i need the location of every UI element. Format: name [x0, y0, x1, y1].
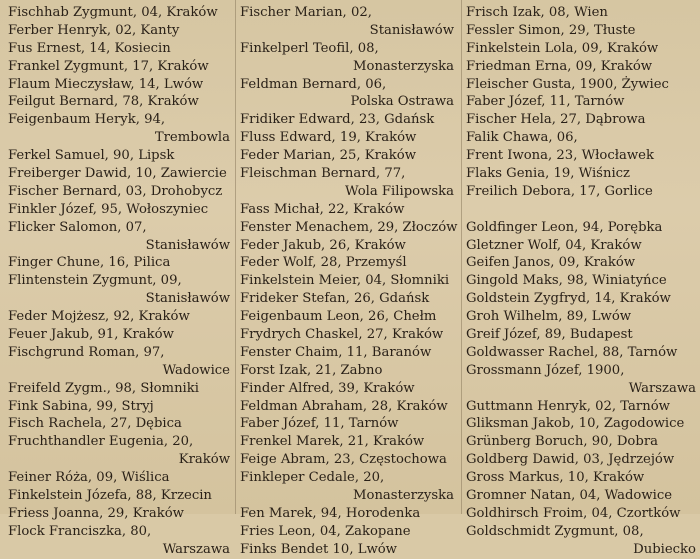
entry-line: Goldberg Dawid, 03, Jędrzejów [466, 452, 675, 468]
entry-line: Finkleper Cedale, 20, [240, 470, 385, 486]
entry-line: Finks Bendet 10, Lwów [240, 541, 397, 557]
entry-line: Goldstein Zygfryd, 14, Kraków [466, 291, 671, 307]
entry-line: Finkelstein Meier, 04, Słomniki [240, 273, 450, 289]
entry-line: Fleischman Bernard, 77, [240, 166, 406, 182]
entry-line: Freifeld Zygm., 98, Słomniki [8, 380, 199, 396]
entry-line: Wola Filipowska [345, 183, 454, 199]
entry-line: Friess Joanna, 29, Kraków [8, 505, 184, 521]
entry-line: Finkelperl Teofil, 08, [240, 40, 379, 56]
entry-line: Dubiecko [633, 541, 696, 557]
entry-line: Gliksman Jakob, 10, Zagodowice [466, 416, 685, 432]
entry-line: Warszawa [628, 380, 696, 396]
entry-line: Frent Iwona, 23, Włocławek [466, 148, 654, 164]
entry-line: Fenster Menachem, 29, Złoczów [240, 219, 458, 235]
entry-line: Friedman Erna, 09, Kraków [466, 58, 653, 74]
entry-line: Finkler Józef, 95, Wołoszyniec [8, 201, 209, 217]
entry-line: Flaum Mieczysław, 14, Lwów [8, 76, 204, 92]
entry-line: Fries Leon, 04, Zakopane [240, 523, 411, 539]
entry-line: Monasterzyska [353, 488, 454, 504]
entry-line: Faber Józef, 11, Tarnów [240, 416, 399, 432]
entry-line: Fus Ernest, 14, Kosiecin [8, 40, 171, 56]
entry-line: Fischer Marian, 02, [240, 5, 372, 20]
entry-line: Fischer Hela, 27, Dąbrowa [466, 112, 646, 128]
entry-line: Guttmann Henryk, 02, Tarnów [466, 398, 670, 414]
entry-line: Greif Józef, 89, Budapest [466, 327, 633, 343]
entry-line: Fischer Bernard, 03, Drohobycz [8, 183, 223, 199]
entry-line: Groh Wilhelm, 89, Lwów [466, 309, 632, 325]
entry-line: Flintenstein Zygmunt, 09, [8, 273, 182, 289]
entry-line: Falik Chawa, 06, [466, 130, 578, 146]
entry-line: Feiner Róża, 09, Wiślica [8, 470, 170, 486]
entry-line: Stanisławów [369, 22, 454, 38]
entry-line: Fisch Rachela, 27, Dębica [8, 416, 182, 432]
entry-line: Feder Mojżesz, 92, Kraków [8, 309, 190, 325]
entry-line: Forst Izak, 21, Zabno [240, 362, 383, 378]
entry-line: Fessler Simon, 29, Tłuste [466, 22, 636, 38]
entry-line: Feder Wolf, 28, Przemyśl [240, 255, 407, 271]
entry-line: Finkelstein Józefa, 88, Krzecin [8, 488, 212, 504]
entry-line [466, 201, 696, 219]
column-divider [235, 0, 236, 514]
entry-line: Finger Chune, 16, Pilica [8, 255, 171, 271]
entry-line: Frisch Izak, 08, Wien [466, 5, 608, 20]
column-1 [8, 4, 230, 559]
entry-line: Stanisławów [145, 237, 230, 253]
entry-line: Geifen Janos, 09, Kraków [466, 255, 636, 271]
entry-line: Flicker Salomon, 07, [8, 219, 147, 235]
entry-line: Monasterzyska [353, 58, 454, 74]
entry-line: Feige Abram, 23, Częstochowa [240, 452, 447, 468]
entry-line: Fleischer Gusta, 1900, Żywiec [466, 76, 669, 92]
entry-line: Gromner Natan, 04, Wadowice [466, 488, 673, 504]
entry-line: Feigenbaum Leon, 26, Chełm [240, 309, 437, 325]
column-divider [461, 0, 462, 514]
entry-line: Wadowice [162, 362, 230, 378]
entry-line: Fruchthandler Eugenia, 20, [8, 434, 194, 450]
entry-line: Fass Michał, 22, Kraków [240, 201, 405, 217]
entry-line: Feder Marian, 25, Kraków [240, 148, 417, 164]
entry-line: Finkelstein Lola, 09, Kraków [466, 40, 659, 56]
entry-line: Fink Sabina, 99, Stryj [8, 398, 154, 414]
entry-line: Freilich Debora, 17, Gorlice [466, 183, 653, 199]
entry-line: Feilgut Bernard, 78, Kraków [8, 94, 199, 110]
entry-line: Gross Markus, 10, Kraków [466, 470, 645, 486]
entry-line: Freiberger Dawid, 10, Zawiercie [8, 166, 227, 182]
entry-line: Stanisławów [145, 291, 230, 307]
entry-line: Feigenbaum Heryk, 94, [8, 112, 166, 128]
entry-line: Fluss Edward, 19, Kraków [240, 130, 417, 146]
entry-line: Trembowla [154, 130, 230, 146]
entry-line: Finder Alfred, 39, Kraków [240, 380, 415, 396]
entry-line: Flaks Genia, 19, Wiśnicz [466, 166, 630, 182]
entry-line: Warszawa [162, 541, 230, 557]
entry-line: Grossmann Józef, 1900, [466, 362, 625, 378]
entry-line: Goldfinger Leon, 94, Porębka [466, 219, 663, 235]
entry-line: Fridiker Edward, 23, Gdańsk [240, 112, 435, 128]
entry-line: Frideker Stefan, 26, Gdańsk [240, 291, 430, 307]
entry-line: Faber Józef, 11, Tarnów [466, 94, 625, 110]
entry-line: Ferber Henryk, 02, Kanty [8, 22, 180, 38]
entry-line: Fenster Chaim, 11, Baranów [240, 344, 432, 360]
entry-line: Frydrych Chaskel, 27, Kraków [240, 327, 444, 343]
entry-line: Feldman Bernard, 06, [240, 76, 387, 92]
entry-line: Frenkel Marek, 21, Kraków [240, 434, 425, 450]
entry-line: Feldman Abraham, 28, Kraków [240, 398, 448, 414]
entry-line: Grünberg Boruch, 90, Dobra [466, 434, 658, 450]
entry-line: Feder Jakub, 26, Kraków [240, 237, 406, 253]
entry-line: Fen Marek, 94, Horodenka [240, 505, 421, 521]
entry-line: Fischgrund Roman, 97, [8, 344, 165, 360]
entry-line: Goldwasser Rachel, 88, Tarnów [466, 344, 678, 360]
entry-line: Gingold Maks, 98, Winiatyńce [466, 273, 667, 289]
entry-line: Kraków [178, 452, 230, 468]
entry-line: Frankel Zygmunt, 17, Kraków [8, 58, 209, 74]
column-2 [240, 4, 458, 559]
entry-line: Ferkel Samuel, 90, Lipsk [8, 148, 175, 164]
entry-line: Feuer Jakub, 91, Kraków [8, 327, 174, 343]
entry-line: Polska Ostrawa [350, 94, 454, 110]
entry-line: Flock Franciszka, 80, [8, 523, 152, 539]
entry-line: Goldhirsch Froim, 04, Czortków [466, 505, 681, 521]
column-3 [466, 4, 696, 559]
entry-line: Gletzner Wolf, 04, Kraków [466, 237, 642, 253]
entry-line: Fischhab Zygmunt, 04, Kraków [8, 5, 218, 20]
entry-line: Goldschmidt Zygmunt, 08, [466, 523, 644, 539]
